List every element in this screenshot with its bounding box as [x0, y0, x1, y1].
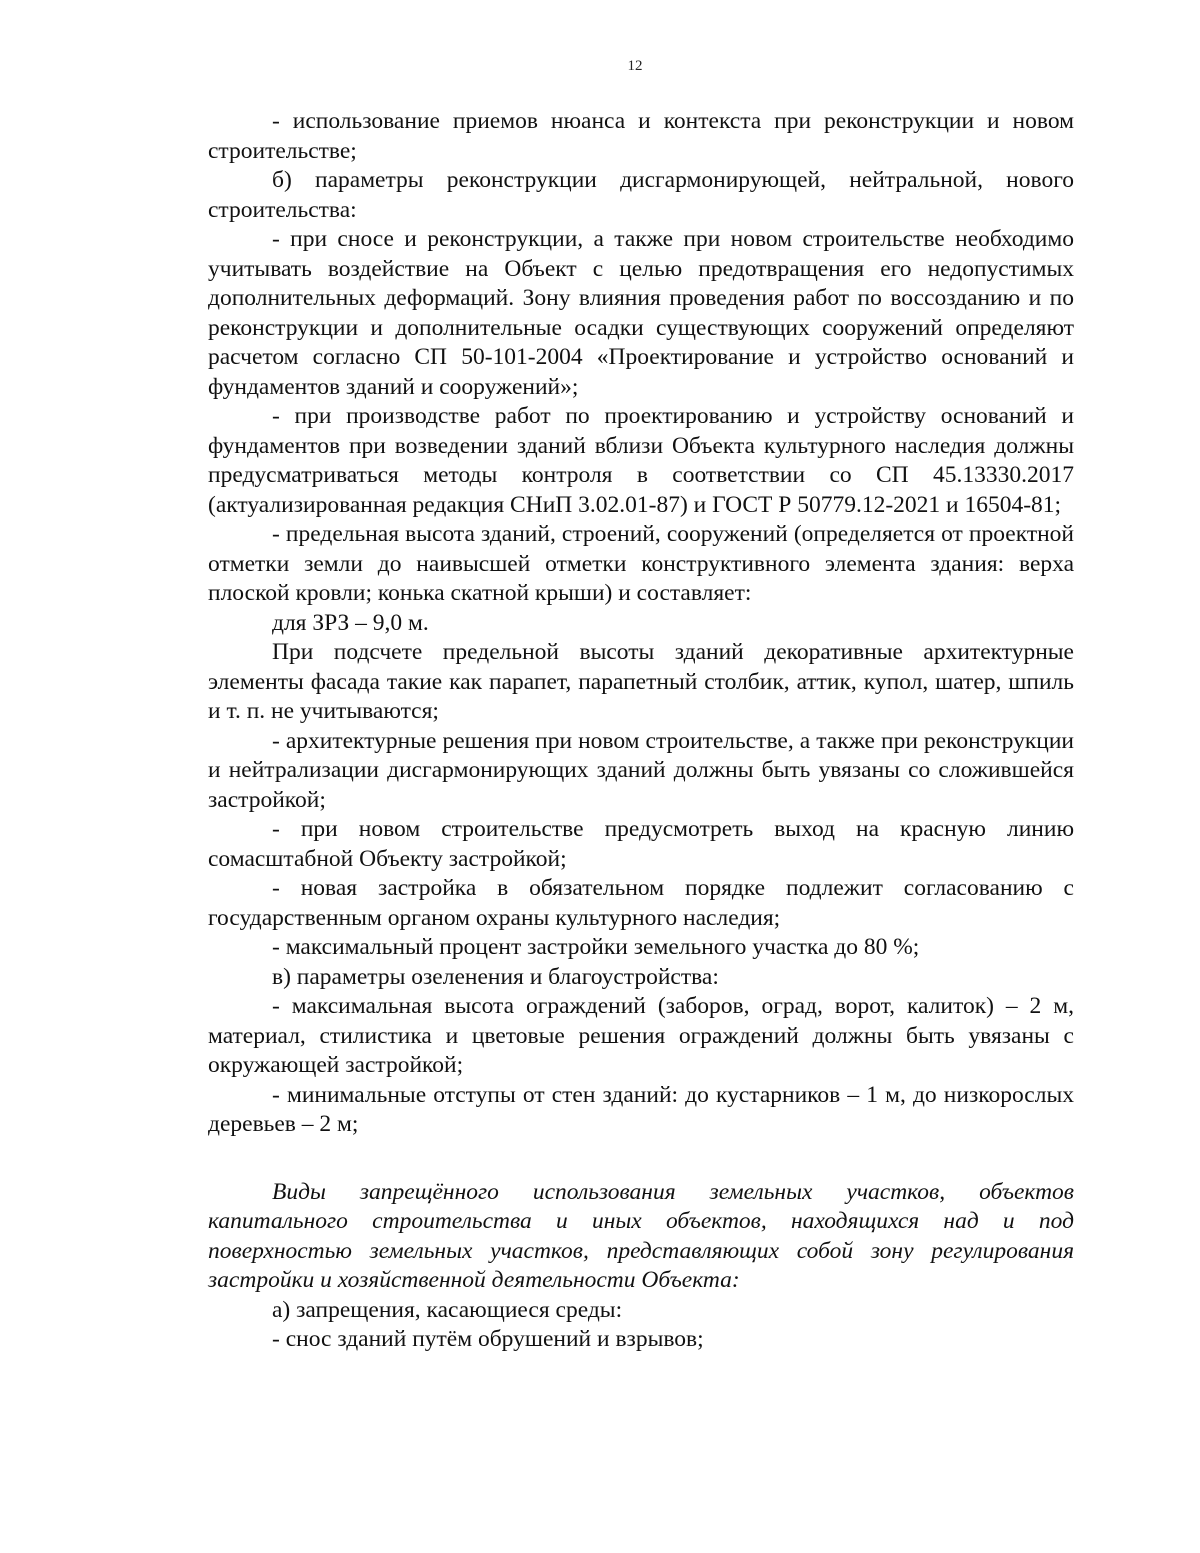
- paragraph-7: При подсчете предельной высоты зданий декоративные архитектурные элементы фасада такие как парапет, парапетный столбик, аттик, купол, шатер, шпиль и т. п. не учитываются;: [208, 639, 1074, 724]
- document-body: [208, 107, 1074, 1355]
- page-number: 12: [627, 58, 643, 74]
- paragraph-4: - при производстве работ по проектированию и устройству оснований и фундаментов при возведении зданий вблизи Объекта культурного наследия должны предусматриваться методы контроля в соответствии со СП 45.13330.2017 (актуализированная редакция СНиП 3.02.01-87) и ГОСТ Р 50779.12-2021 и 16504-81;: [208, 403, 1074, 518]
- paragraph-9: - при новом строительстве предусмотреть выход на красную линию сомасштабной Объекту застройкой;: [208, 816, 1074, 872]
- paragraph-2: б) параметры реконструкции дисгармонирующей, нейтральной, нового строительства:: [208, 167, 1074, 223]
- paragraph-6: для ЗРЗ – 9,0 м.: [272, 609, 429, 636]
- section-spacer: [208, 1140, 1074, 1178]
- paragraph-10: - новая застройка в обязательном порядке подлежит согласованию с государственным органом охраны культурного наследия;: [208, 875, 1074, 931]
- paragraph-13: - максимальная высота ограждений (заборов, оград, ворот, калиток) – 2 м, материал, стилистика и цветовые решения ограждений должны быть увязаны с окружающей застройкой;: [208, 993, 1074, 1078]
- paragraph-1: - использование приемов нюанса и контекста при реконструкции и новом строительстве;: [208, 108, 1074, 164]
- section-paragraph-2: - снос зданий путём обрушений и взрывов;: [272, 1326, 704, 1352]
- section-paragraph-1: а) запрещения, касающиеся среды:: [272, 1296, 623, 1323]
- paragraph-5: - предельная высота зданий, строений, сооружений (определяется от проектной отметки земли до наивысшей отметки конструктивного элемента здания: верха плоской кровли; конька скатной крыши) и составляет:: [208, 521, 1074, 606]
- paragraph-11: - максимальный процент застройки земельного участка до 80 %;: [272, 934, 920, 960]
- paragraph-14: - минимальные отступы от стен зданий: до кустарников – 1 м, до низкорослых деревьев – 2 м;: [208, 1081, 1074, 1137]
- paragraph-8: - архитектурные решения при новом строительстве, а также при реконструкции и нейтрализации дисгармонирующих зданий должны быть увязаны со сложившейся застройкой;: [208, 727, 1074, 813]
- paragraph-12: в) параметры озеленения и благоустройства:: [272, 963, 719, 990]
- paragraph-3: - при сносе и реконструкции, а также при новом строительстве необходимо учитывать воздействие на Объект с целью предотвращения его недопустимых дополнительных деформаций. Зону влияния проведения работ по воссозданию и по реконструкции и дополнительные осадки существующих сооружений определяют расчетом согласно СП 50-101-2004 «Проектирование и устройство оснований и фундаментов зданий и сооружений»;: [208, 226, 1074, 400]
- section-heading: Виды запрещённого использования земельных участков, объектов капитального строительства и иных объектов, находящихся над и под поверхностью земельных участков, представляющих собой зону регулирования застройки и хозяйственной деятельности Объекта:: [208, 1178, 1074, 1293]
